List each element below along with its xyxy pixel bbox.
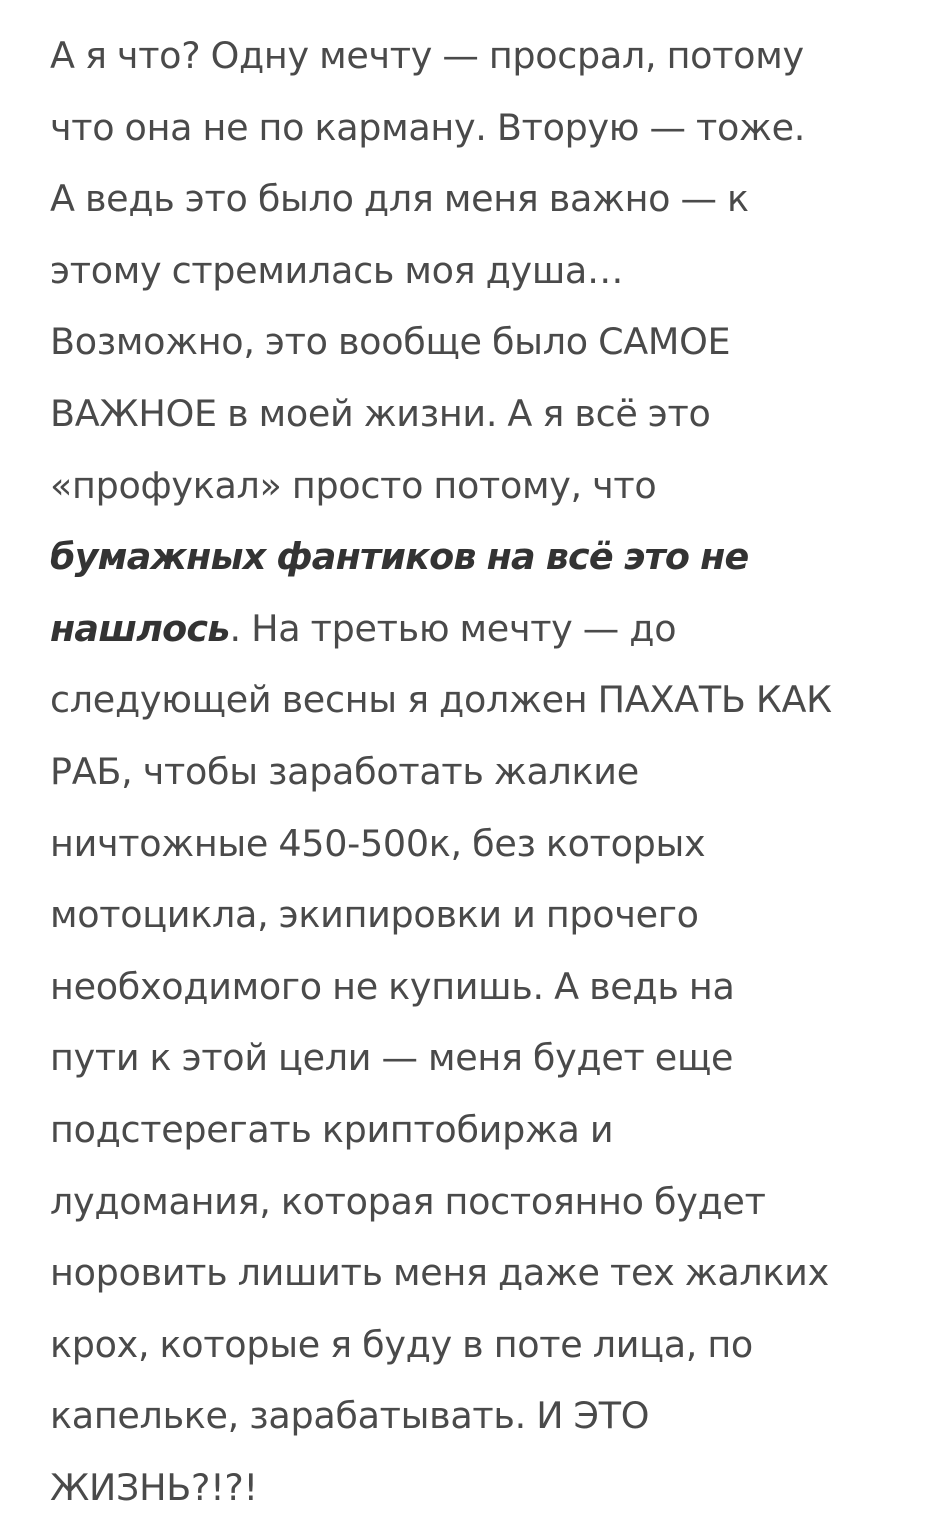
emphasized-text-end: нашлось [50,606,230,650]
text-line-mixed [50,593,895,665]
text-line: необходимого не купишь. А ведь на [50,964,735,1008]
text-line: «профукал» просто потому, что [50,463,657,507]
text-line: этому стремилась моя душа… [50,248,624,292]
text-line: ничтожные 450-500к, без которых [50,821,706,865]
text-line: ВАЖНОЕ в моей жизни. А я всё это [50,391,711,435]
text-line: лудомания, которая постоянно будет [50,1179,766,1223]
text-line: ЖИЗНЬ?!?! [50,1465,258,1509]
text-line: следующей весны я должен ПАХАТЬ КАК [50,678,832,722]
emphasized-text: бумажных фантиков на всё это не [50,535,749,579]
text-line: крох, которые я буду в поте лица, по [50,1322,753,1366]
text-line: что она не по карману. Вторую — тоже. [50,105,806,149]
text-line: А ведь это было для меня важно — к [50,177,749,221]
text-line: пути к этой цели — меня будет еще [50,1036,734,1080]
text-line: Возможно, это вообще было САМОЕ [50,320,731,364]
text-line: капельке, зарабатывать. И ЭТО [50,1394,650,1438]
text-line: мотоцикла, экипировки и прочего [50,893,699,937]
text-line: РАБ, чтобы заработать жалкие [50,749,639,793]
text-line: норовить лишить меня даже тех жалких [50,1251,829,1295]
text-line: подстерегать криптобиржа и [50,1107,614,1151]
text-continuation: . На третью мечту — до [229,606,677,650]
text-line: А я что? Одну мечту — просрал, потому [50,34,804,77]
article-paragraph [50,20,895,1523]
